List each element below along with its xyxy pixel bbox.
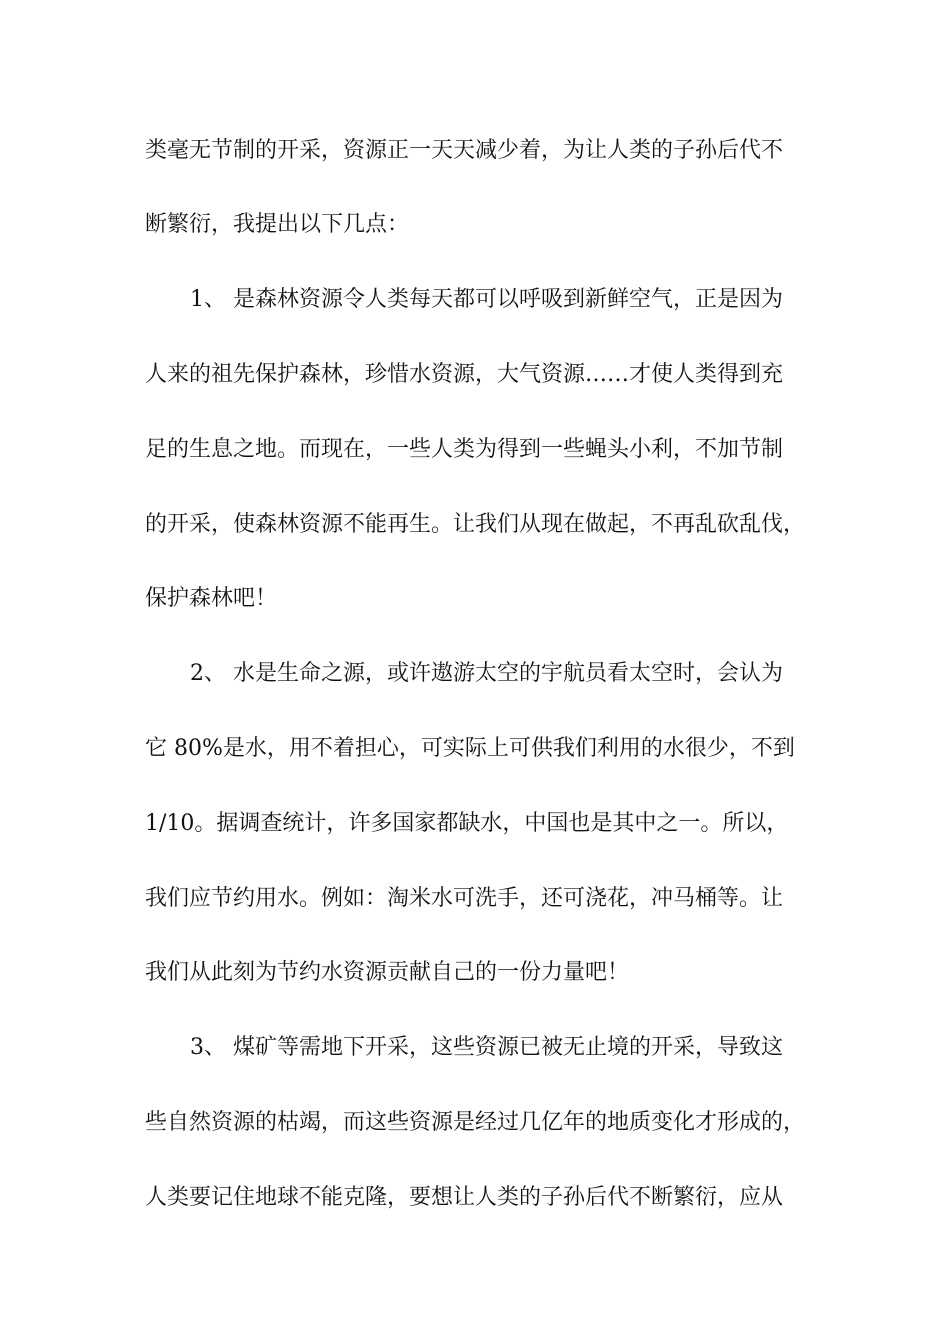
text-line: 类毫无节制的开采，资源正一天天减少着，为让人类的子孙后代不 bbox=[145, 138, 784, 163]
text-line: 足的生息之地。而现在，一些人类为得到一些蝇头小利，不加节制 bbox=[145, 437, 784, 462]
text-line: 1、 是森林资源令人类每天都可以呼吸到新鲜空气，正是因为 bbox=[190, 287, 783, 312]
text-line: 断繁衍，我提出以下几点： bbox=[145, 212, 410, 237]
text-line: 1/10。据调查统计，许多国家都缺水，中国也是其中之一。所以， bbox=[145, 811, 789, 836]
text-line: 我们应节约用水。例如：淘米水可洗手，还可浇花，冲马桶等。让 bbox=[145, 886, 784, 911]
text-line: 人类要记住地球不能克隆，要想让人类的子孙后代不断繁衍，应从 bbox=[145, 1185, 784, 1210]
text-line: 人来的祖先保护森林，珍惜水资源，大气资源……才使人类得到充 bbox=[145, 362, 784, 387]
text-line: 2、 水是生命之源，或许遨游太空的宇航员看太空时，会认为 bbox=[190, 661, 783, 686]
text-line: 3、 煤矿等需地下开采，这些资源已被无止境的开采，导致这 bbox=[190, 1035, 783, 1060]
text-line: 保护森林吧！ bbox=[145, 586, 278, 611]
text-line: 我们从此刻为节约水资源贡献自己的一份力量吧！ bbox=[145, 960, 630, 985]
text-line: 些自然资源的枯竭，而这些资源是经过几亿年的地质变化才形成的， bbox=[145, 1110, 806, 1135]
text-line: 它 80%是水，用不着担心，可实际上可供我们利用的水很少，不到 bbox=[145, 736, 795, 761]
text-line: 的开采，使森林资源不能再生。让我们从现在做起，不再乱砍乱伐， bbox=[145, 512, 806, 537]
